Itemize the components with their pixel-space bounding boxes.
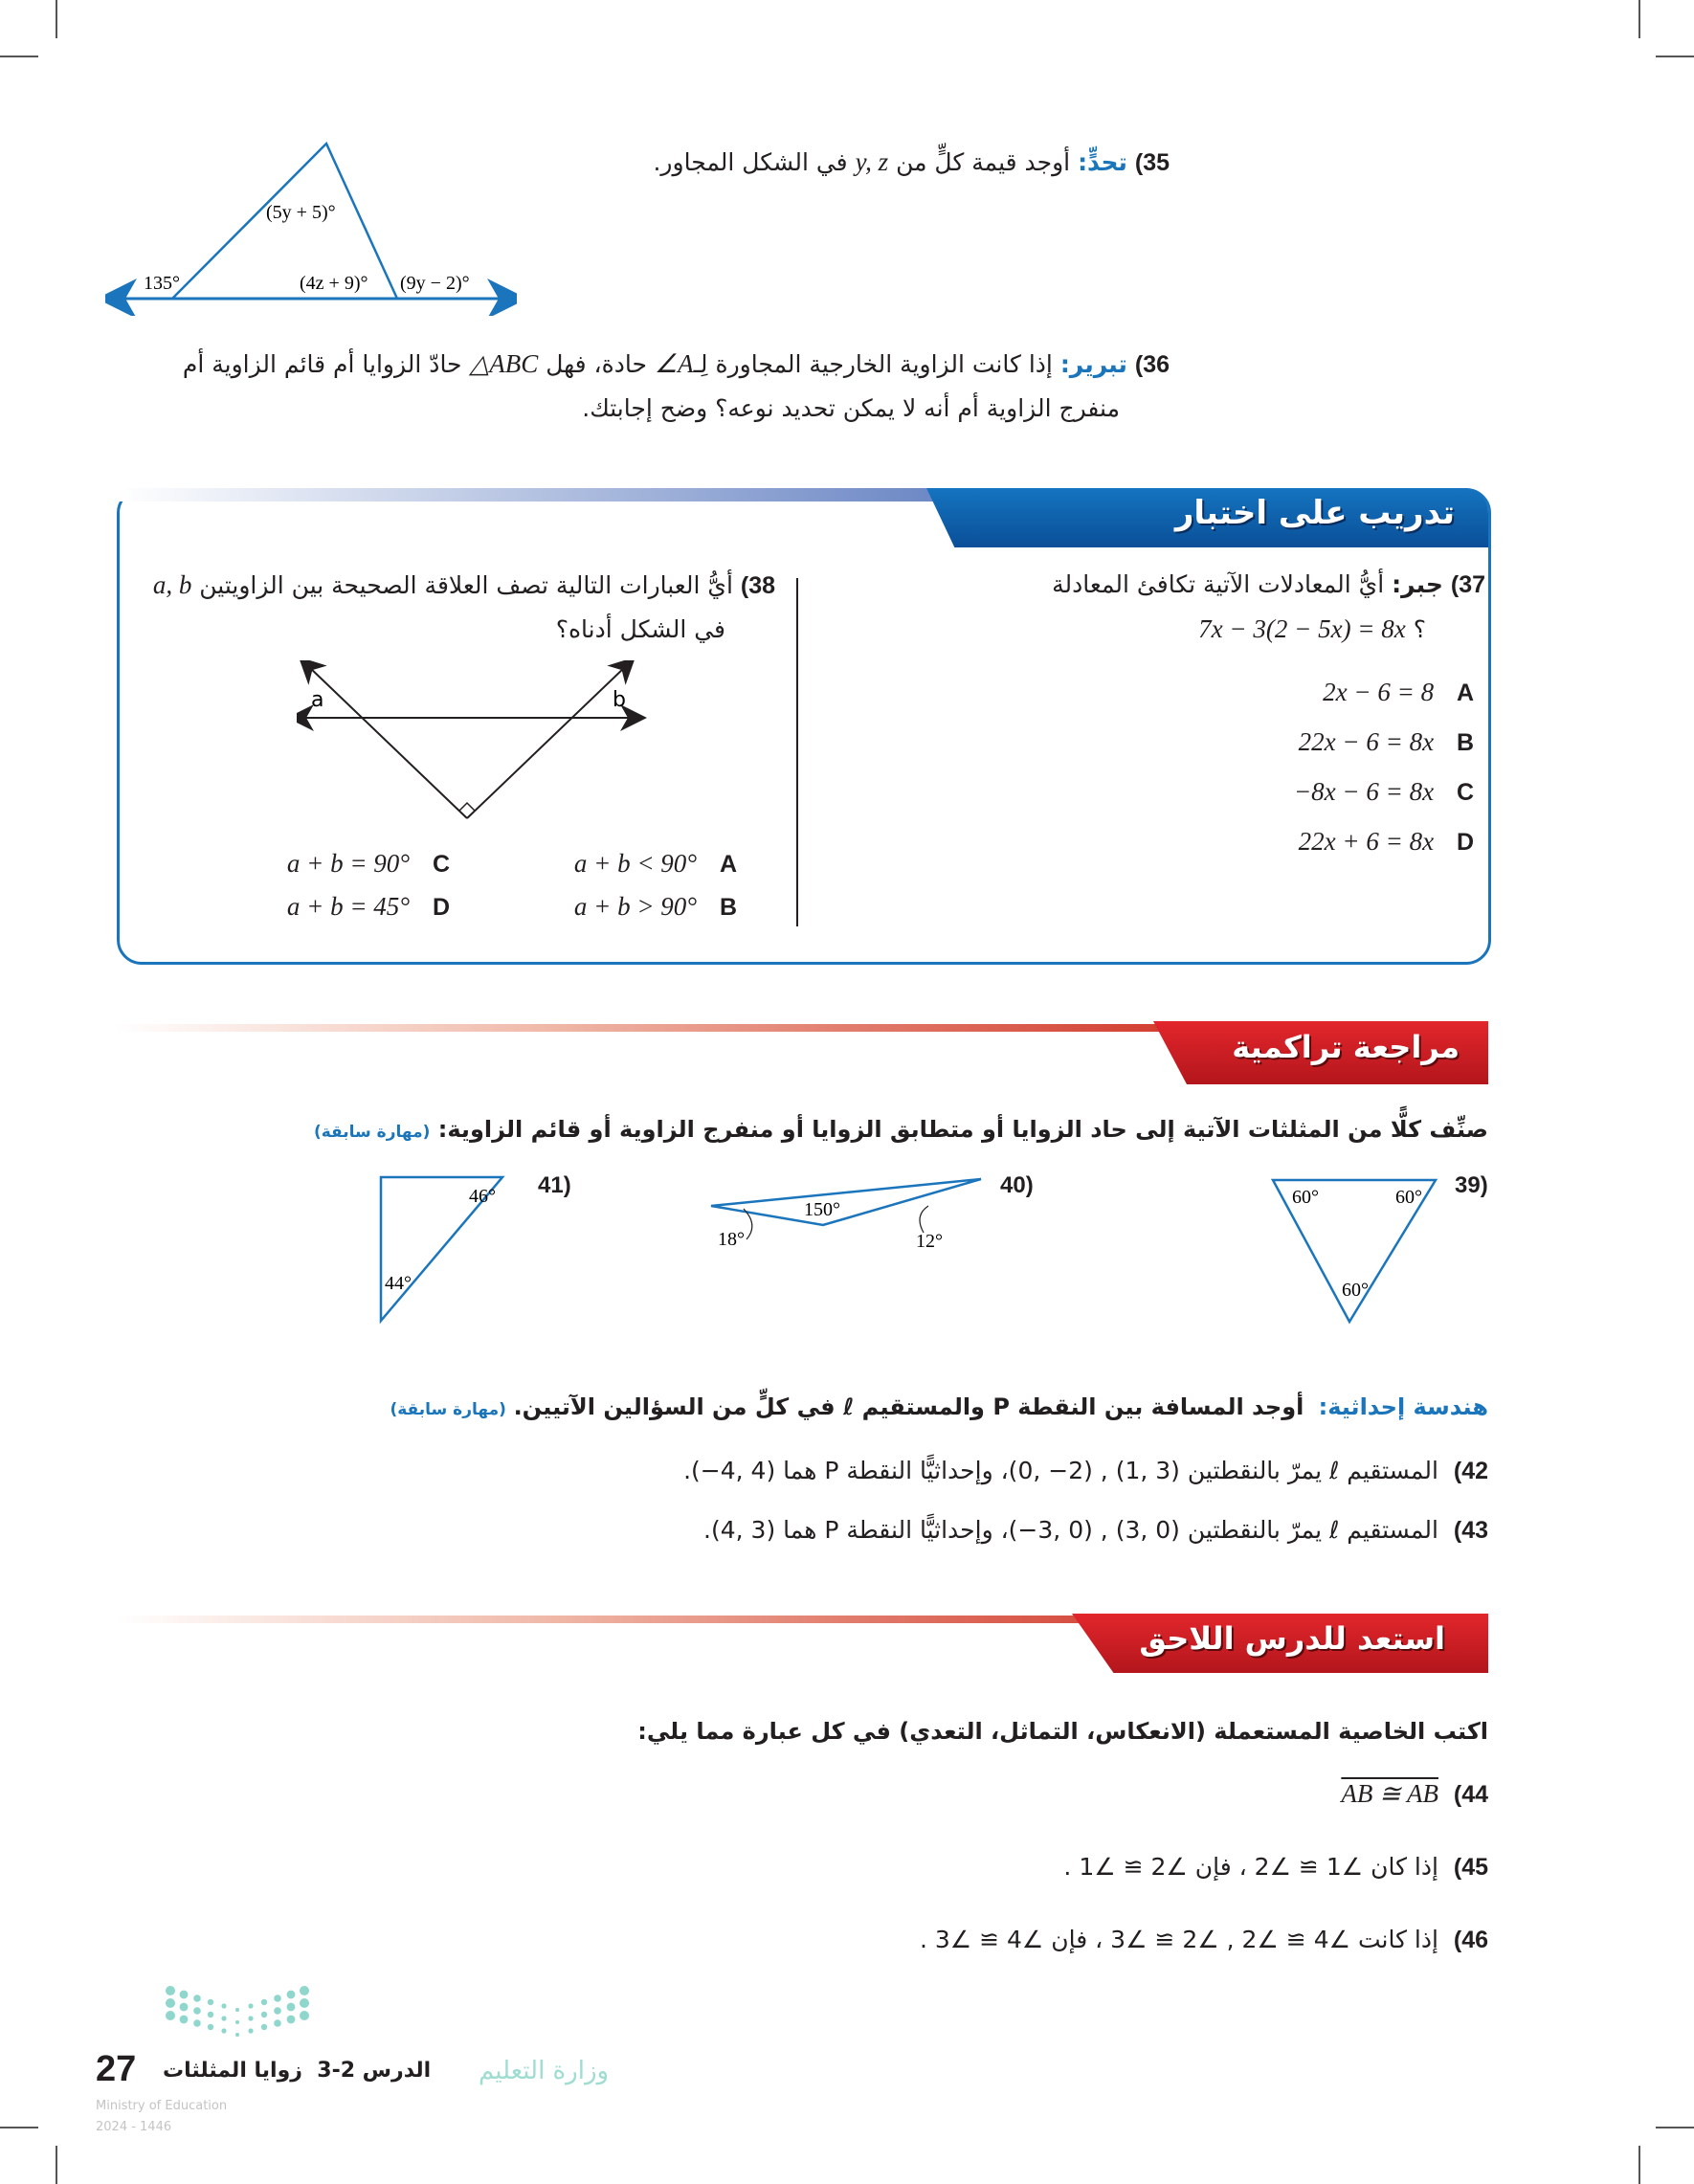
svg-text:12°: 12° <box>916 1231 943 1249</box>
logo-dot <box>287 2016 296 2024</box>
logo-dot <box>274 1995 281 2002</box>
logo-dot <box>166 2011 175 2020</box>
angle-label: 135° <box>144 273 180 294</box>
question-36: 36) تبرير: إذا كانت الزاوية الخارجية المجاورة لِـ∠A حادة، فهل △ABC حادّ الزوايا أم قائم الزاوية أم منفرج الزاوية أم أنه لا يمكن تحديد نوعه؟ وضح إجابتك. <box>182 349 1170 422</box>
logo-dot <box>180 1991 189 1999</box>
svg-text:44°: 44° <box>385 1273 412 1294</box>
logo-dot <box>248 2016 253 2020</box>
review-instruction: صنِّف كلًّا من المثلثات الآتية إلى حاد الزوايا أو متطابق الزوايا أو منفرج الزاوية أو قائم الزاوية: (مهارة سابقة) <box>313 1116 1488 1143</box>
svg-text:46°: 46° <box>469 1186 496 1207</box>
option-a[interactable]: A a + b < 90° <box>573 849 737 878</box>
question-44: 44) AB ≅ AB <box>1341 1779 1488 1808</box>
angle-label: (5y + 5)° <box>266 202 336 223</box>
ministry-name-en: Ministry of Education <box>96 2099 228 2113</box>
triangle-40 <box>703 1172 991 1249</box>
logo-dot <box>193 2007 201 2015</box>
logo-dot <box>166 1986 175 1995</box>
q38-options-left <box>201 842 450 928</box>
crop-mark <box>0 56 38 57</box>
section-rule <box>115 1024 1187 1032</box>
page-number: 27 <box>96 2049 137 2089</box>
ministry-name-ar: وزارة التعليم <box>479 2057 610 2085</box>
logo-dot <box>235 2008 239 2012</box>
logo-dot <box>208 2012 213 2017</box>
lesson-footer: الدرس 2-3 زوايا المثلثات <box>163 2059 432 2083</box>
header-gradient <box>117 488 949 501</box>
logo-dot <box>287 1991 296 1999</box>
logo-dot <box>248 2003 253 2008</box>
logo-dot <box>180 2016 189 2024</box>
coord-geometry-instruction: هندسة إحداثية: أوجد المسافة بين النقطة P والمستقيم ℓ في كلٍّ من السؤالين الآتيين. (مهارة سابقة) <box>390 1393 1488 1420</box>
logo-dot <box>274 2007 281 2015</box>
logo-dot <box>261 1999 267 2005</box>
question-35: 35) تحدٍّ: أوجد قيمة كلٍّ من y, z في الشكل المجاور. <box>653 147 1170 176</box>
svg-text:60°: 60° <box>1395 1187 1422 1208</box>
option-d[interactable]: D a + b = 45° <box>286 892 450 921</box>
svg-text:60°: 60° <box>1342 1280 1369 1301</box>
triangle-41 <box>373 1172 512 1326</box>
crop-mark <box>56 2146 57 2184</box>
section-title: استعد للدرس اللاحق <box>1139 1620 1445 1657</box>
section-title: تدريب على اختبار <box>1174 494 1455 532</box>
angles-figure-38 <box>297 660 651 828</box>
logo-dot <box>166 1998 175 2008</box>
angle-label: (9y − 2)° <box>400 273 470 294</box>
logo-dot <box>287 2003 296 2012</box>
logo-dot <box>208 1999 213 2005</box>
triangle-39 <box>1263 1175 1445 1328</box>
logo-dot <box>261 2024 267 2030</box>
crop-mark <box>1656 56 1694 57</box>
svg-text:18°: 18° <box>718 1229 745 1249</box>
ministry-logo-icon <box>163 1983 316 2045</box>
logo-dot <box>221 2016 226 2020</box>
option-b[interactable]: B a + b > 90° <box>573 892 737 921</box>
next-lesson-instruction: اكتب الخاصية المستعملة (الانعكاس، التماثل، التعدي) في كل عبارة مما يلي: <box>637 1718 1488 1745</box>
logo-dot <box>180 2003 189 2012</box>
logo-dot <box>300 2011 309 2020</box>
question-37: 37) جبر: أيُّ المعادلات الآتية تكافئ المعادلة ؟ 7x − 3(2 − 5x) = 8x <box>1052 570 1485 643</box>
logo-dot <box>193 1995 201 2002</box>
crop-mark <box>1638 0 1640 38</box>
section-rule <box>115 1616 1187 1623</box>
logo-dot <box>235 2020 239 2024</box>
question-38: 38) أيُّ العبارات التالية تصف العلاقة الصحيحة بين الزاويتين a, b في الشكل أدناه؟ <box>152 570 775 643</box>
question-41-number: 41) <box>538 1172 571 1198</box>
question-43: 43) المستقيم ℓ يمرّ بالنقطتين (0 ,3) , (0 ,3−)، وإحداثيًّا النقطة P هما (3 ,4). <box>703 1516 1488 1544</box>
logo-dot <box>248 2028 253 2033</box>
logo-dot <box>300 1998 309 2008</box>
column-divider <box>796 578 798 926</box>
option-a[interactable]: A 2x − 6 = 8 <box>1323 678 1474 706</box>
angle-a-label: a <box>311 688 324 712</box>
option-b[interactable]: B 22x − 6 = 8x <box>1298 727 1474 756</box>
logo-dot <box>300 1986 309 1995</box>
option-d[interactable]: D 22x + 6 = 8x <box>1298 827 1474 856</box>
angle-b-label: b <box>613 688 626 712</box>
crop-mark <box>1638 2146 1640 2184</box>
question-40-number: 40) <box>1000 1172 1034 1198</box>
q37-options <box>1187 668 1474 867</box>
triangle-figure-35 <box>105 134 517 316</box>
question-45: 45) إذا كان ∠1 ≅ ∠2 ، فإن ∠2 ≅ ∠1 . <box>1063 1853 1488 1881</box>
question-39-number: 39) <box>1455 1172 1488 1198</box>
q38-options-right <box>488 842 737 928</box>
svg-text:150°: 150° <box>804 1199 840 1220</box>
year: 2024 - 1446 <box>96 2120 172 2134</box>
logo-dot <box>235 2033 239 2037</box>
logo-dot <box>193 2019 201 2027</box>
logo-dot <box>208 2024 213 2030</box>
logo-dot <box>274 2019 281 2027</box>
logo-dot <box>221 2003 226 2008</box>
crop-mark <box>0 2127 38 2128</box>
crop-mark <box>1656 2127 1694 2128</box>
logo-dot <box>221 2028 226 2033</box>
section-title: مراجعة تراكمية <box>1232 1029 1460 1065</box>
logo-dot <box>261 2012 267 2017</box>
crop-mark <box>56 0 57 38</box>
svg-text:60°: 60° <box>1292 1187 1319 1208</box>
question-label: تحدٍّ: <box>1078 148 1127 176</box>
question-46: 46) إذا كانت ∠4 ≅ ∠2 , ∠2 ≅ ∠3 ، فإن ∠4 ≅ ∠3 . <box>919 1926 1488 1953</box>
option-c[interactable]: C a + b = 90° <box>286 849 450 878</box>
angle-label: (4z + 9)° <box>300 273 368 294</box>
option-c[interactable]: C −8x − 6 = 8x <box>1293 777 1474 806</box>
question-42: 42) المستقيم ℓ يمرّ بالنقطتين (3 ,1) , (2− ,0)، وإحداثيًّا النقطة P هما (4 ,4−). <box>683 1457 1488 1484</box>
